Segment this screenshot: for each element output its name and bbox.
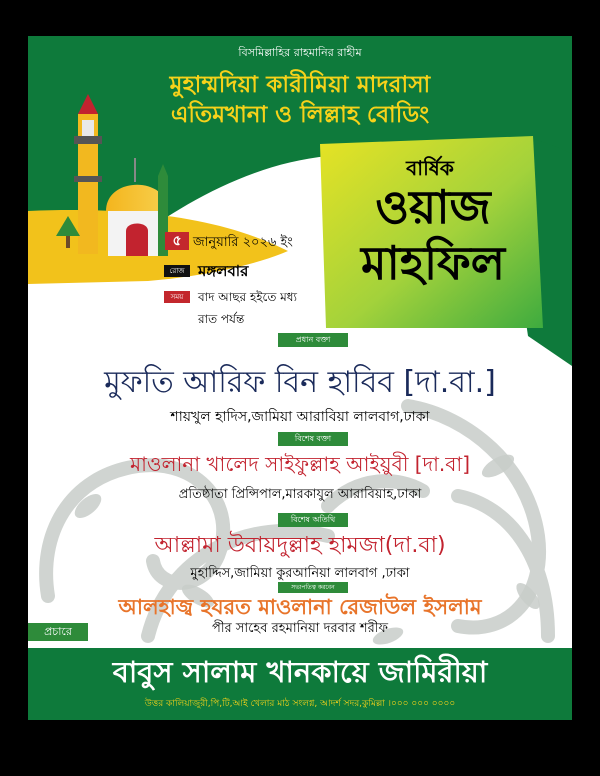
- day-tag: রোজ: [164, 265, 190, 277]
- event-title-word1: ওয়াজ: [375, 180, 491, 234]
- chief-speaker-tag: প্রধান বক্তা: [278, 333, 348, 347]
- address-text: উত্তর কালিয়াজুরী,পি,টি,আই খেলার মাঠ সংলগ্ন, আদর্শ সদর,কুমিল্লা ।০০০ ০০০ ০০০০: [144, 699, 456, 709]
- special-guest-tag: বিশেষ অতিথি: [278, 513, 348, 527]
- special-guest-desc: মুহাদ্দিস,জামিয়া কুরআনিয়া লালবাগ ,ঢাকা: [190, 566, 410, 581]
- annual-label: বার্ষিক: [406, 156, 454, 180]
- chief-speaker-desc: শায়খুল হাদিস,জামিয়া আরাবিয়া লালবাগ,ঢাকা: [170, 409, 430, 425]
- special-speaker-tag: বিশেষ বক্তা: [278, 432, 348, 446]
- time-text-line2: রাত পর্যন্ত: [198, 312, 245, 326]
- special-guest-name: আল্লামা উবায়দুল্লাহ হামজা(দা.বা): [154, 533, 446, 558]
- madrasa-name-line2: এতিমখানা ও লিল্লাহ বোডিং: [170, 102, 430, 128]
- president-tag: সভাপতিত্ব করবেন: [278, 582, 348, 593]
- chief-speaker-name: মুফতি আরিফ বিন হাবিব [দা.বা.]: [104, 365, 496, 400]
- bismillah-text: বিসমিল্লাহির রাহমানির রাহীম: [238, 46, 362, 59]
- poster: [28, 36, 572, 720]
- president-name: আলহাজ্ব হযরত মাওলানা রেজাউল ইসলাম: [118, 595, 482, 619]
- date-day-number: ৫: [165, 232, 189, 250]
- time-tag: সময়: [164, 291, 190, 303]
- time-text-line1: বাদ আছর হইতে মধ্য: [198, 290, 298, 304]
- organization-name: বাবুস সালাম খানকায়ে জামিরীয়া: [112, 655, 488, 689]
- promotion-label: প্রচারে: [28, 623, 88, 641]
- madrasa-name-line1: মুহাম্মদিয়া কারীমিয়া মাদরাসা: [169, 72, 431, 98]
- date-text: জানুয়ারি ২০২৬ ইং: [193, 235, 293, 250]
- special-speaker-name: মাওলানা খালেদ সাইফুল্লাহ আইয়ুবী [দা.বা]: [129, 452, 470, 476]
- day-text: মঙ্গলবার: [198, 262, 249, 280]
- event-title-word2: মাহফিল: [360, 236, 506, 290]
- president-desc: পীর সাহেব রহমানিয়া দরবার শরীফ: [212, 621, 388, 636]
- special-speaker-desc: প্রতিষ্ঠাতা প্রিন্সিপাল,মারকাযুল আরাবিয়াহ,ঢাকা: [178, 487, 422, 502]
